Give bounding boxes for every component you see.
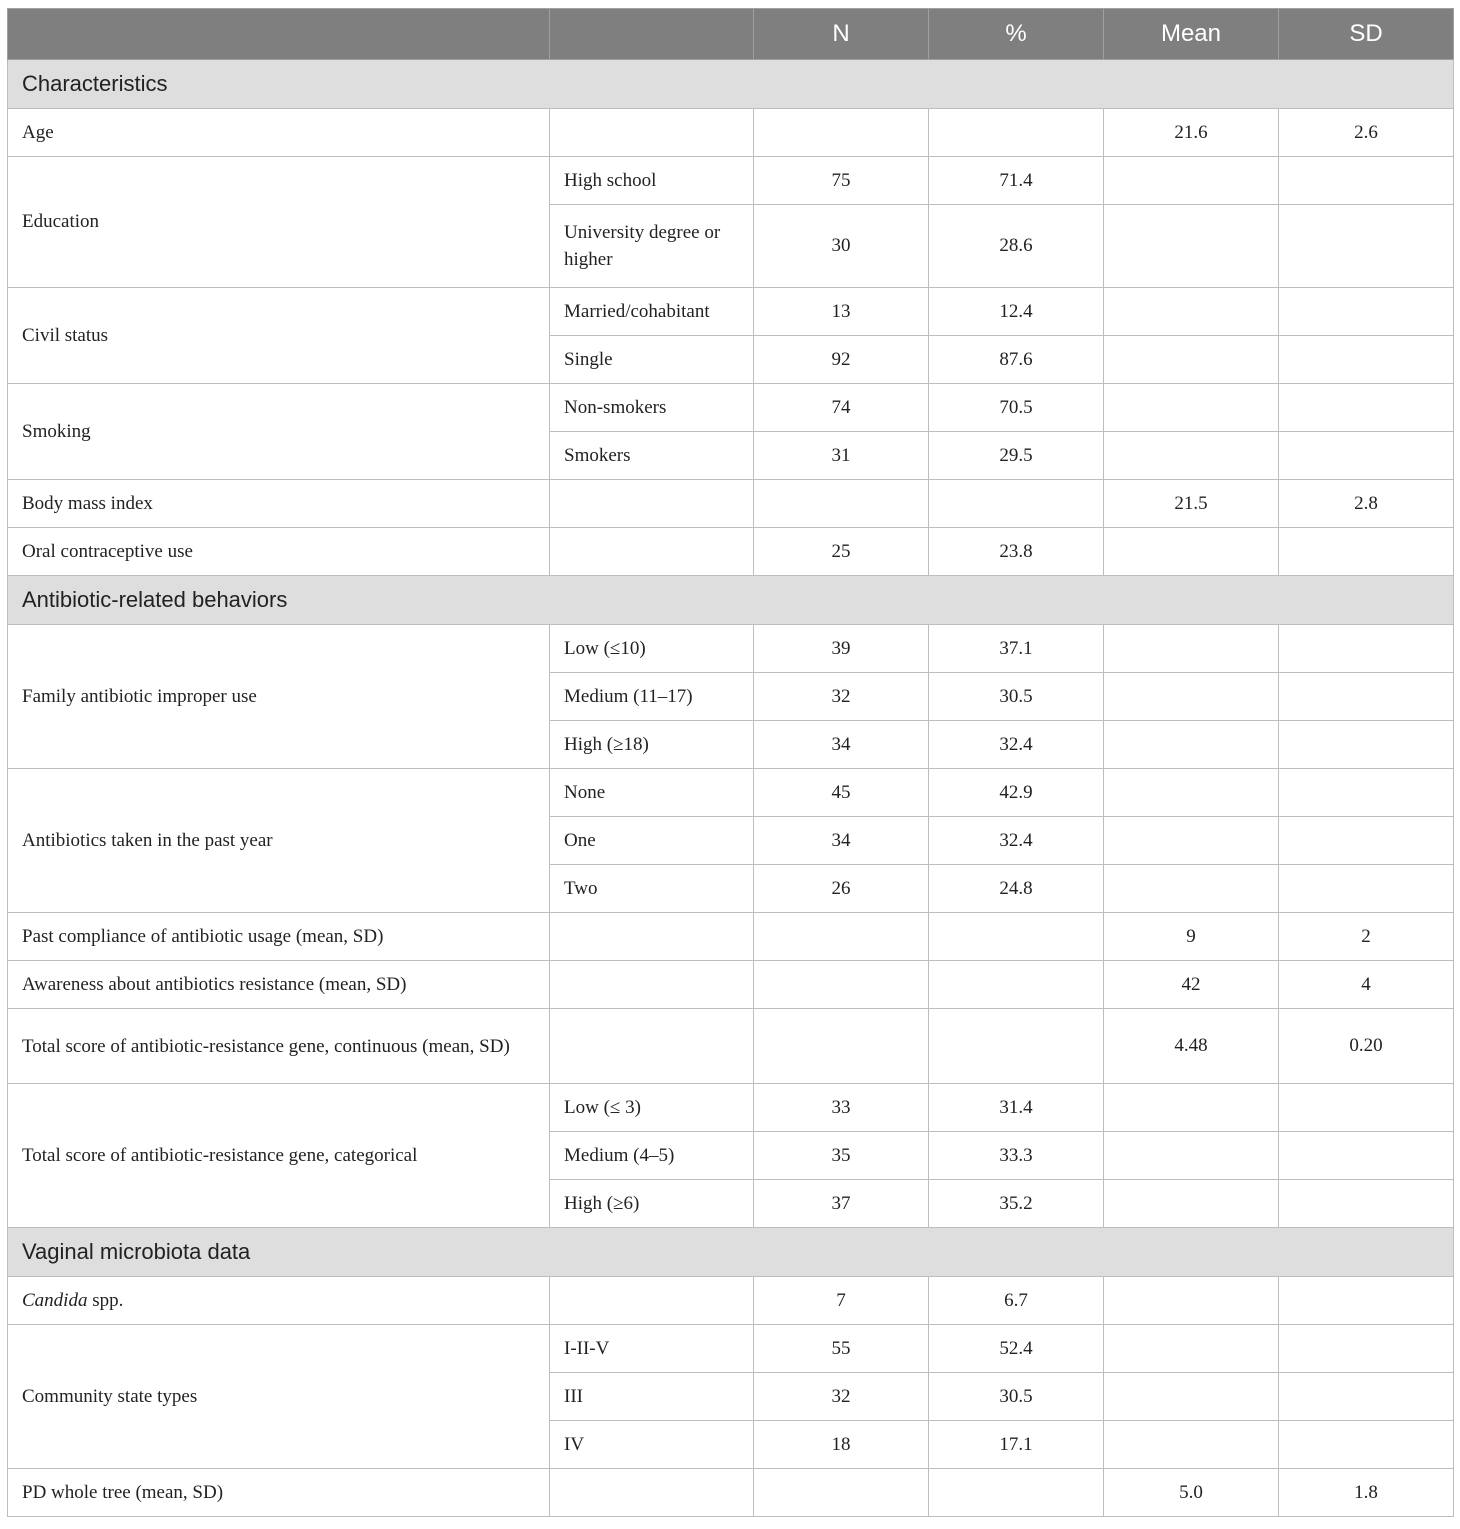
mean-cell: 5.0 <box>1104 1469 1279 1517</box>
n-cell: 39 <box>754 625 929 673</box>
mean-cell <box>1104 288 1279 336</box>
sd-cell: 2 <box>1279 913 1454 961</box>
sd-cell: 0.20 <box>1279 1009 1454 1084</box>
sd-cell <box>1279 336 1454 384</box>
n-cell <box>754 480 929 528</box>
table-row <box>8 528 1454 576</box>
mean-cell <box>1104 1132 1279 1180</box>
sd-cell: 2.8 <box>1279 480 1454 528</box>
n-cell: 32 <box>754 673 929 721</box>
mean-cell <box>1104 673 1279 721</box>
sd-cell <box>1279 528 1454 576</box>
percent-cell <box>929 1009 1104 1084</box>
percent-cell: 32.4 <box>929 721 1104 769</box>
row-label <box>8 1277 550 1325</box>
mean-cell: 9 <box>1104 913 1279 961</box>
percent-cell: 28.6 <box>929 205 1104 288</box>
n-cell: 55 <box>754 1325 929 1373</box>
category-cell: Medium (4–5) <box>550 1132 754 1180</box>
percent-cell: 42.9 <box>929 769 1104 817</box>
table-row <box>8 480 1454 528</box>
percent-cell: 87.6 <box>929 336 1104 384</box>
percent-cell: 12.4 <box>929 288 1104 336</box>
percent-cell: 31.4 <box>929 1084 1104 1132</box>
n-cell <box>754 1469 929 1517</box>
mean-cell <box>1104 817 1279 865</box>
percent-cell <box>929 480 1104 528</box>
row-label: Community state types <box>8 1325 550 1469</box>
section-title: Vaginal microbiota data <box>8 1228 1454 1277</box>
table-row <box>8 1009 1454 1084</box>
sd-cell <box>1279 865 1454 913</box>
section-row <box>8 1228 1454 1277</box>
sd-cell <box>1279 1180 1454 1228</box>
category-cell: Single <box>550 336 754 384</box>
sd-cell <box>1279 1373 1454 1421</box>
category-cell: University degree or higher <box>550 205 754 288</box>
category-cell: High school <box>550 157 754 205</box>
header-row <box>8 9 1454 60</box>
row-label: Age <box>8 109 550 157</box>
table-row <box>8 1084 1454 1132</box>
category-cell <box>550 961 754 1009</box>
header-n: N <box>754 9 929 60</box>
percent-cell: 23.8 <box>929 528 1104 576</box>
section-title: Antibiotic-related behaviors <box>8 576 1454 625</box>
sd-cell <box>1279 288 1454 336</box>
sd-cell <box>1279 384 1454 432</box>
header-sd: SD <box>1279 9 1454 60</box>
table-row <box>8 769 1454 817</box>
n-cell <box>754 109 929 157</box>
mean-cell <box>1104 625 1279 673</box>
n-cell: 34 <box>754 721 929 769</box>
n-cell <box>754 1009 929 1084</box>
category-cell <box>550 528 754 576</box>
sd-cell <box>1279 205 1454 288</box>
category-cell: High (≥6) <box>550 1180 754 1228</box>
sd-cell: 2.6 <box>1279 109 1454 157</box>
section-row <box>8 60 1454 109</box>
table-row <box>8 109 1454 157</box>
sd-cell <box>1279 1132 1454 1180</box>
percent-cell: 32.4 <box>929 817 1104 865</box>
row-label: Smoking <box>8 384 550 480</box>
mean-cell <box>1104 157 1279 205</box>
n-cell <box>754 961 929 1009</box>
mean-cell <box>1104 1180 1279 1228</box>
n-cell: 25 <box>754 528 929 576</box>
n-cell: 32 <box>754 1373 929 1421</box>
row-label: Oral contraceptive use <box>8 528 550 576</box>
sd-cell <box>1279 1421 1454 1469</box>
percent-cell: 29.5 <box>929 432 1104 480</box>
table-row <box>8 384 1454 432</box>
n-cell: 18 <box>754 1421 929 1469</box>
n-cell: 35 <box>754 1132 929 1180</box>
sd-cell <box>1279 432 1454 480</box>
percent-cell: 30.5 <box>929 1373 1104 1421</box>
mean-cell <box>1104 1325 1279 1373</box>
category-cell <box>550 913 754 961</box>
row-label: Total score of antibiotic-resistance gene, continuous (mean, SD) <box>8 1009 550 1084</box>
n-cell: 31 <box>754 432 929 480</box>
category-cell <box>550 109 754 157</box>
row-label: Antibiotics taken in the past year <box>8 769 550 913</box>
mean-cell <box>1104 1421 1279 1469</box>
characteristics-table <box>7 8 1454 1517</box>
category-cell: Smokers <box>550 432 754 480</box>
n-cell: 7 <box>754 1277 929 1325</box>
category-cell: High (≥18) <box>550 721 754 769</box>
row-label: Awareness about antibiotics resistance (mean, SD) <box>8 961 550 1009</box>
percent-cell: 35.2 <box>929 1180 1104 1228</box>
sd-cell: 1.8 <box>1279 1469 1454 1517</box>
percent-cell <box>929 913 1104 961</box>
table-row <box>8 1469 1454 1517</box>
percent-cell: 33.3 <box>929 1132 1104 1180</box>
percent-cell: 6.7 <box>929 1277 1104 1325</box>
category-cell <box>550 1009 754 1084</box>
percent-cell: 30.5 <box>929 673 1104 721</box>
sd-cell <box>1279 625 1454 673</box>
category-cell: Medium (11–17) <box>550 673 754 721</box>
percent-cell: 24.8 <box>929 865 1104 913</box>
mean-cell <box>1104 336 1279 384</box>
row-label: Family antibiotic improper use <box>8 625 550 769</box>
row-label: Education <box>8 157 550 288</box>
category-cell: I-II-V <box>550 1325 754 1373</box>
mean-cell <box>1104 721 1279 769</box>
header-percent: % <box>929 9 1104 60</box>
category-cell: Two <box>550 865 754 913</box>
category-cell <box>550 1469 754 1517</box>
n-cell: 34 <box>754 817 929 865</box>
header-mean: Mean <box>1104 9 1279 60</box>
mean-cell <box>1104 432 1279 480</box>
category-cell: Married/cohabitant <box>550 288 754 336</box>
sd-cell <box>1279 769 1454 817</box>
table-row <box>8 913 1454 961</box>
header-characteristic <box>8 9 550 60</box>
mean-cell <box>1104 384 1279 432</box>
table-row <box>8 1325 1454 1373</box>
n-cell: 37 <box>754 1180 929 1228</box>
row-label: PD whole tree (mean, SD) <box>8 1469 550 1517</box>
mean-cell: 21.6 <box>1104 109 1279 157</box>
percent-cell <box>929 1469 1104 1517</box>
mean-cell: 42 <box>1104 961 1279 1009</box>
percent-cell: 17.1 <box>929 1421 1104 1469</box>
category-cell <box>550 480 754 528</box>
sd-cell <box>1279 673 1454 721</box>
percent-cell <box>929 109 1104 157</box>
row-label: Past compliance of antibiotic usage (mean, SD) <box>8 913 550 961</box>
percent-cell <box>929 961 1104 1009</box>
category-cell <box>550 1277 754 1325</box>
sd-cell <box>1279 1325 1454 1373</box>
sd-cell <box>1279 721 1454 769</box>
row-label: Body mass index <box>8 480 550 528</box>
sd-cell: 4 <box>1279 961 1454 1009</box>
candida-suffix: spp. <box>87 1289 124 1311</box>
n-cell: 92 <box>754 336 929 384</box>
table-row <box>8 288 1454 336</box>
sd-cell <box>1279 157 1454 205</box>
n-cell: 13 <box>754 288 929 336</box>
n-cell: 26 <box>754 865 929 913</box>
n-cell: 30 <box>754 205 929 288</box>
mean-cell <box>1104 528 1279 576</box>
header-category <box>550 9 754 60</box>
category-cell: Low (≤10) <box>550 625 754 673</box>
row-label: Civil status <box>8 288 550 384</box>
mean-cell <box>1104 1084 1279 1132</box>
mean-cell <box>1104 769 1279 817</box>
mean-cell <box>1104 205 1279 288</box>
n-cell: 45 <box>754 769 929 817</box>
category-cell: III <box>550 1373 754 1421</box>
table-row <box>8 961 1454 1009</box>
sd-cell <box>1279 817 1454 865</box>
n-cell: 74 <box>754 384 929 432</box>
category-cell: One <box>550 817 754 865</box>
mean-cell <box>1104 1373 1279 1421</box>
candida-italic: Candida <box>22 1289 88 1311</box>
mean-cell <box>1104 1277 1279 1325</box>
table-row <box>8 625 1454 673</box>
mean-cell: 4.48 <box>1104 1009 1279 1084</box>
mean-cell: 21.5 <box>1104 480 1279 528</box>
section-title: Characteristics <box>8 60 1454 109</box>
section-row <box>8 576 1454 625</box>
mean-cell <box>1104 865 1279 913</box>
percent-cell: 70.5 <box>929 384 1104 432</box>
n-cell <box>754 913 929 961</box>
category-cell: None <box>550 769 754 817</box>
percent-cell: 71.4 <box>929 157 1104 205</box>
category-cell: IV <box>550 1421 754 1469</box>
n-cell: 75 <box>754 157 929 205</box>
sd-cell <box>1279 1277 1454 1325</box>
table-row <box>8 1277 1454 1325</box>
category-cell: Non-smokers <box>550 384 754 432</box>
sd-cell <box>1279 1084 1454 1132</box>
table-row <box>8 157 1454 205</box>
percent-cell: 52.4 <box>929 1325 1104 1373</box>
n-cell: 33 <box>754 1084 929 1132</box>
row-label: Total score of antibiotic-resistance gene, categorical <box>8 1084 550 1228</box>
percent-cell: 37.1 <box>929 625 1104 673</box>
category-cell: Low (≤ 3) <box>550 1084 754 1132</box>
